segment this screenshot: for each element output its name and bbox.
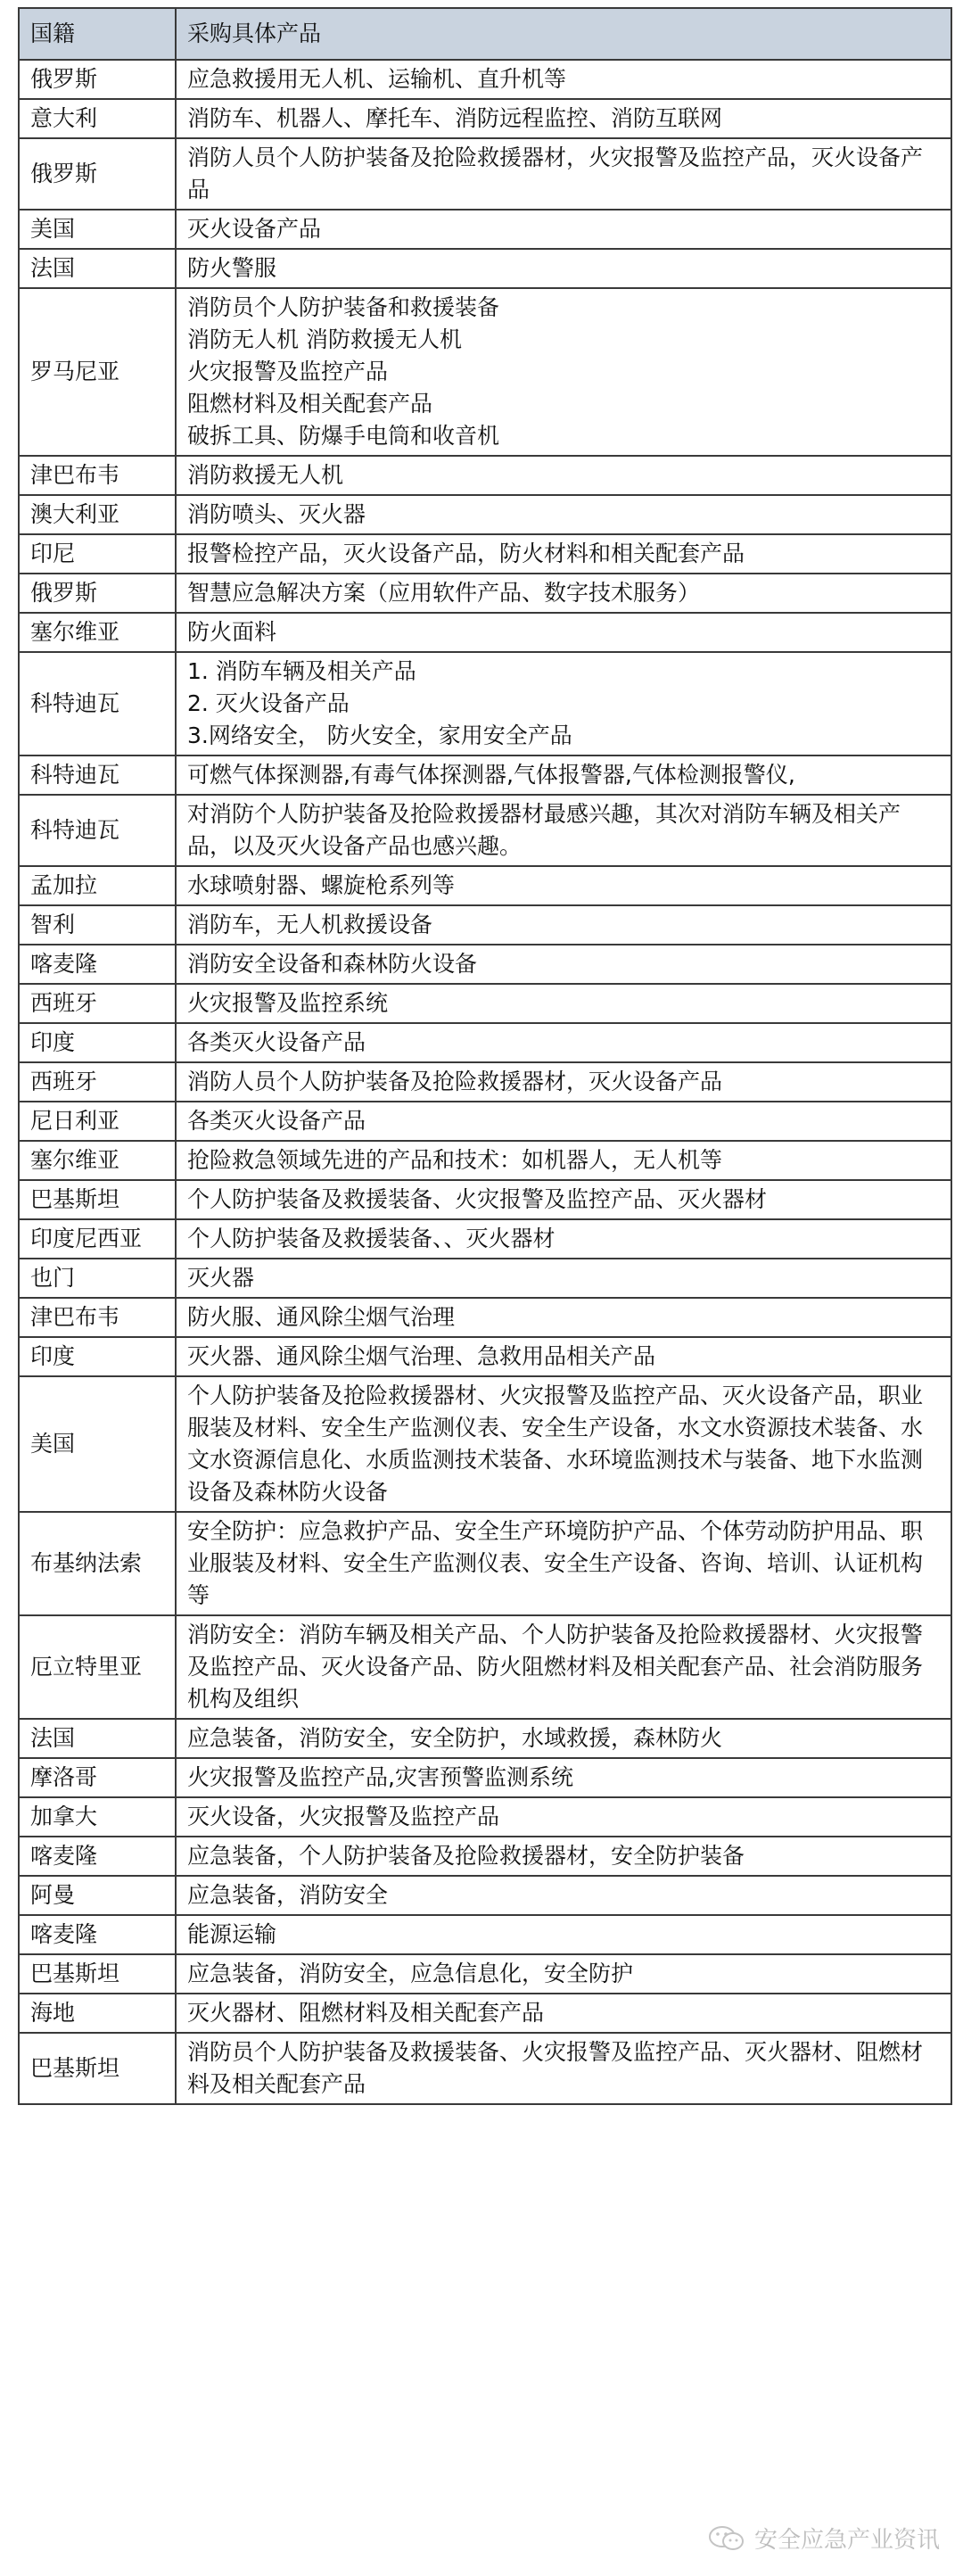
products-cell: 可燃气体探测器,有毒气体探测器,气体报警器,气体检测报警仪, — [176, 755, 951, 795]
watermark-text: 安全应急产业资讯 — [753, 2527, 940, 2554]
products-cell: 消防喷头、灭火器 — [176, 495, 951, 534]
country-cell: 印度 — [19, 1337, 176, 1376]
products-cell: 应急装备，消防安全 — [176, 1876, 951, 1915]
products-cell: 火灾报警及监控系统 — [176, 984, 951, 1023]
products-cell: 灭火设备产品 — [176, 210, 951, 249]
products-cell: 灭火器材、阻燃材料及相关配套产品 — [176, 1994, 951, 2033]
country-cell: 喀麦隆 — [19, 1915, 176, 1954]
country-cell: 法国 — [19, 249, 176, 288]
products-cell: 安全防护：应急救护产品、安全生产环境防护产品、个体劳动防护用品、职业服装及材料、安全生产监测仪表、安全生产设备、咨询、培训、认证机构等 — [176, 1512, 951, 1615]
products-cell: 消防人员个人防护装备及抢险救援器材，火灾报警及监控产品，灭火设备产品 — [176, 138, 951, 210]
country-cell: 喀麦隆 — [19, 1837, 176, 1876]
country-cell: 海地 — [19, 1994, 176, 2033]
products-cell: 抢险救急领域先进的产品和技术：如机器人，无人机等 — [176, 1141, 951, 1180]
header-country: 国籍 — [19, 8, 176, 60]
country-cell: 印度 — [19, 1023, 176, 1062]
products-cell: 个人防护装备及救援装备、、灭火器材 — [176, 1219, 951, 1259]
products-cell: 1. 消防车辆及相关产品 2. 灭火设备产品 3.网络安全， 防火安全，家用安全产品 — [176, 652, 951, 755]
products-cell: 防火面料 — [176, 613, 951, 652]
country-cell: 印尼 — [19, 534, 176, 574]
table-row — [19, 210, 951, 249]
country-cell: 厄立特里亚 — [19, 1615, 176, 1719]
products-cell: 消防救援无人机 — [176, 456, 951, 495]
products-cell: 消防车，无人机救援设备 — [176, 905, 951, 945]
products-cell: 消防员个人防护装备和救援装备 消防无人机 消防救援无人机 火灾报警及监控产品 阻燃材料及相关配套产品 破拆工具、防爆手电筒和收音机 — [176, 288, 951, 456]
products-cell: 灭火器 — [176, 1259, 951, 1298]
country-cell: 科特迪瓦 — [19, 795, 176, 866]
country-cell: 塞尔维亚 — [19, 613, 176, 652]
table-row — [19, 288, 951, 456]
country-cell: 布基纳法索 — [19, 1512, 176, 1615]
table-row — [19, 613, 951, 652]
table-row — [19, 534, 951, 574]
table-row — [19, 138, 951, 210]
country-cell: 加拿大 — [19, 1797, 176, 1837]
country-cell: 印度尼西亚 — [19, 1219, 176, 1259]
table-row — [19, 1259, 951, 1298]
products-cell: 个人防护装备及抢险救援器材、火灾报警及监控产品、灭火设备产品，职业服装及材料、安全生产监测仪表、安全生产设备，水文水资源技术装备、水文水资源信息化、水质监测技术装备、水环境监测技术与装备、地下水监测设备及森林防火设备 — [176, 1376, 951, 1512]
table-row — [19, 1141, 951, 1180]
country-cell: 俄罗斯 — [19, 574, 176, 613]
country-cell: 罗马尼亚 — [19, 288, 176, 456]
country-cell: 摩洛哥 — [19, 1758, 176, 1797]
table-row — [19, 1337, 951, 1376]
country-cell: 澳大利亚 — [19, 495, 176, 534]
table-row — [19, 795, 951, 866]
products-cell: 消防人员个人防护装备及抢险救援器材，灭火设备产品 — [176, 1062, 951, 1102]
header-products: 采购具体产品 — [176, 8, 951, 60]
country-cell: 西班牙 — [19, 1062, 176, 1102]
country-cell: 法国 — [19, 1719, 176, 1758]
country-cell: 巴基斯坦 — [19, 1180, 176, 1219]
table-row — [19, 1376, 951, 1512]
country-cell: 科特迪瓦 — [19, 652, 176, 755]
country-cell: 俄罗斯 — [19, 60, 176, 99]
products-cell: 各类灭火设备产品 — [176, 1023, 951, 1062]
products-cell: 防火服、通风除尘烟气治理 — [176, 1298, 951, 1337]
table-row — [19, 60, 951, 99]
table-row — [19, 1298, 951, 1337]
products-cell: 能源运输 — [176, 1915, 951, 1954]
table-body — [19, 60, 951, 2104]
table-row — [19, 1102, 951, 1141]
table-row — [19, 1915, 951, 1954]
products-cell: 应急装备，消防安全，应急信息化，安全防护 — [176, 1954, 951, 1994]
table-row — [19, 1219, 951, 1259]
table-row — [19, 1876, 951, 1915]
country-cell: 尼日利亚 — [19, 1102, 176, 1141]
table-row — [19, 1062, 951, 1102]
products-cell: 水球喷射器、螺旋枪系列等 — [176, 866, 951, 905]
country-cell: 喀麦隆 — [19, 945, 176, 984]
country-cell: 巴基斯坦 — [19, 2033, 176, 2104]
products-cell: 火灾报警及监控产品,灾害预警监测系统 — [176, 1758, 951, 1797]
table-row — [19, 984, 951, 1023]
country-cell: 巴基斯坦 — [19, 1954, 176, 1994]
country-cell: 美国 — [19, 210, 176, 249]
table-row — [19, 1023, 951, 1062]
country-cell: 塞尔维亚 — [19, 1141, 176, 1180]
products-cell: 消防员个人防护装备及救援装备、火灾报警及监控产品、灭火器材、阻燃材料及相关配套产品 — [176, 2033, 951, 2104]
table-row — [19, 1180, 951, 1219]
country-cell: 也门 — [19, 1259, 176, 1298]
table-row — [19, 945, 951, 984]
products-cell: 消防车、机器人、摩托车、消防远程监控、消防互联网 — [176, 99, 951, 138]
country-cell: 意大利 — [19, 99, 176, 138]
watermark — [708, 2522, 940, 2555]
products-cell: 防火警服 — [176, 249, 951, 288]
table-row — [19, 1797, 951, 1837]
table-row — [19, 905, 951, 945]
table-row — [19, 652, 951, 755]
products-cell: 消防安全：消防车辆及相关产品、个人防护装备及抢险救援器材、火灾报警及监控产品、灭火设备产品、防火阻燃材料及相关配套产品、社会消防服务机构及组织 — [176, 1615, 951, 1719]
products-cell: 智慧应急解决方案（应用软件产品、数字技术服务） — [176, 574, 951, 613]
table-row — [19, 866, 951, 905]
table-row — [19, 1837, 951, 1876]
table-row — [19, 1954, 951, 1994]
products-cell: 应急装备，消防安全，安全防护，水域救援，森林防火 — [176, 1719, 951, 1758]
table-row — [19, 574, 951, 613]
products-cell: 灭火器、通风除尘烟气治理、急救用品相关产品 — [176, 1337, 951, 1376]
table-row — [19, 1758, 951, 1797]
country-cell: 孟加拉 — [19, 866, 176, 905]
products-cell: 对消防个人防护装备及抢险救援器材最感兴趣，其次对消防车辆及相关产品，以及灭火设备产品也感兴趣。 — [176, 795, 951, 866]
table-row — [19, 1719, 951, 1758]
products-cell: 消防安全设备和森林防火设备 — [176, 945, 951, 984]
wechat-icon — [708, 2525, 745, 2552]
table-row — [19, 1615, 951, 1719]
table-row — [19, 495, 951, 534]
table-row — [19, 249, 951, 288]
products-cell: 灭火设备，火灾报警及监控产品 — [176, 1797, 951, 1837]
products-cell: 应急救援用无人机、运输机、直升机等 — [176, 60, 951, 99]
products-cell: 个人防护装备及救援装备、火灾报警及监控产品、灭火器材 — [176, 1180, 951, 1219]
country-cell: 西班牙 — [19, 984, 176, 1023]
table-row — [19, 1994, 951, 2033]
country-cell: 美国 — [19, 1376, 176, 1512]
country-cell: 津巴布韦 — [19, 456, 176, 495]
country-cell: 阿曼 — [19, 1876, 176, 1915]
table-row — [19, 1512, 951, 1615]
table-row — [19, 755, 951, 795]
country-cell: 津巴布韦 — [19, 1298, 176, 1337]
procurement-table — [18, 7, 952, 2105]
country-cell: 智利 — [19, 905, 176, 945]
country-cell: 科特迪瓦 — [19, 755, 176, 795]
country-cell: 俄罗斯 — [19, 138, 176, 210]
products-cell: 报警检控产品，灭火设备产品，防火材料和相关配套产品 — [176, 534, 951, 574]
table-row — [19, 2033, 951, 2104]
table-row — [19, 99, 951, 138]
table-row — [19, 456, 951, 495]
products-cell: 各类灭火设备产品 — [176, 1102, 951, 1141]
table-header-row — [19, 8, 951, 60]
products-cell: 应急装备，个人防护装备及抢险救援器材，安全防护装备 — [176, 1837, 951, 1876]
